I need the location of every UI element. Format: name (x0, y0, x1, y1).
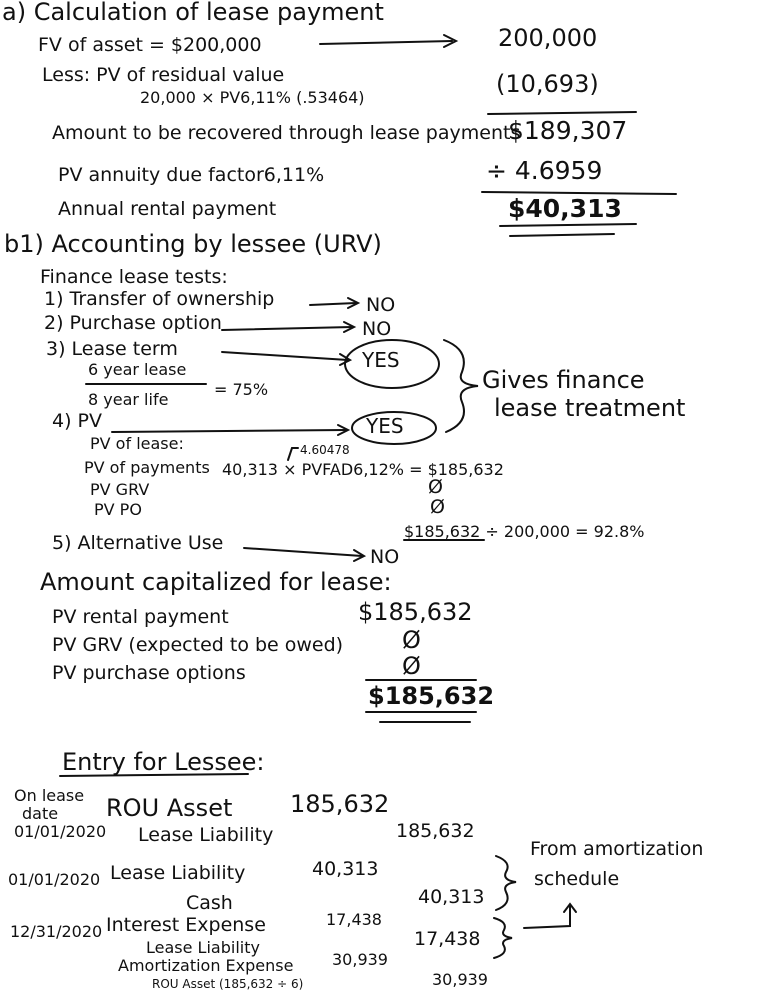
fv-arrow (320, 41, 452, 44)
pv-of-lease-label: PV of lease: (90, 434, 184, 453)
test-3-arrow (222, 352, 348, 360)
entry-2-debit-amount: 40,313 (312, 858, 379, 880)
test-4: 4) PV (52, 410, 102, 432)
note-from-amortization: From amortization (530, 838, 704, 860)
cap-row1-label: PV rental payment (52, 606, 229, 628)
bracket-note-2: lease treatment (494, 394, 686, 422)
fv-arrow-head (444, 35, 456, 47)
entry-2-credit: Cash (186, 892, 233, 914)
tests-title: Finance lease tests: (40, 266, 228, 288)
note-arrow (524, 906, 570, 928)
entry-3-credit: Lease Liability (146, 938, 260, 957)
factor-label: PV annuity due factor6,11% (58, 164, 325, 186)
test-5-arrow (244, 548, 362, 556)
test-5-arrow-head (354, 550, 364, 561)
part-a-heading: a) Calculation of lease payment (2, 0, 384, 26)
test-1-arrow (310, 303, 356, 305)
brace-entry-2 (496, 856, 516, 910)
note-schedule: schedule (534, 868, 620, 890)
entry-date-1: 01/01/2020 (14, 822, 107, 841)
fv-label: FV of asset = $200,000 (38, 34, 262, 56)
cap-row2-value: Ø (402, 626, 421, 654)
entry-4-debit-amount: 30,939 (332, 950, 388, 969)
rule-payment-2 (510, 234, 614, 236)
test-3-result: YES (362, 348, 400, 372)
term-denominator: 8 year life (88, 390, 169, 409)
residual-value: (10,693) (496, 70, 599, 98)
term-numerator: 6 year lease (88, 360, 187, 379)
less-label: Less: PV of residual value (42, 64, 285, 86)
entry-3-credit-amount: 17,438 (414, 928, 481, 950)
entry-4-credit: ROU Asset (185,632 ÷ 6) (152, 977, 304, 991)
cap-row3-value: Ø (402, 652, 421, 680)
cap-total: $185,632 (368, 682, 495, 710)
pv-po-label: PV PO (94, 500, 142, 519)
payment-label: Annual rental payment (58, 198, 277, 220)
capitalized-title: Amount capitalized for lease: (40, 568, 392, 596)
entry-3-debit-amount: 17,438 (326, 910, 382, 929)
test-1: 1) Transfer of ownership (44, 288, 275, 310)
test-5: 5) Alternative Use (52, 532, 224, 554)
rule-payment-1 (500, 224, 636, 226)
entry-1-credit: Lease Liability (138, 824, 274, 846)
entry-2-debit: Lease Liability (110, 862, 246, 884)
pvfad-arrow (288, 448, 298, 460)
pv-ratio: $185,632 ÷ 200,000 = 92.8% (404, 522, 645, 541)
bracket-note-1: Gives finance (482, 366, 645, 394)
on-lease-label: On lease (14, 786, 85, 805)
entry-1-debit-amount: 185,632 (290, 790, 390, 818)
fv-value: 200,000 (498, 24, 598, 52)
recover-value: $189,307 (508, 116, 628, 145)
residual-calc: 20,000 × PV6,11% (.53464) (140, 88, 365, 107)
test-1-arrow-head (348, 298, 358, 308)
entry-date-3: 12/31/2020 (10, 922, 103, 941)
entry-4-credit-amount: 30,939 (432, 970, 488, 989)
cap-row1-value: $185,632 (358, 598, 473, 626)
test-2-arrow-head (344, 322, 354, 332)
pv-grv-label: PV GRV (90, 480, 150, 499)
pv-grv-value: Ø (428, 476, 443, 498)
entry-1-credit-amount: 185,632 (396, 820, 475, 842)
entry-date-2: 01/01/2020 (8, 870, 101, 889)
test-3: 3) Lease term (46, 338, 178, 360)
test-5-result: NO (370, 546, 400, 568)
note-arrow-head (564, 904, 576, 912)
brace-entry-3 (494, 918, 512, 958)
pv-payments-calc: 40,313 × PVFAD6,12% = $185,632 (222, 460, 504, 479)
test-2-arrow (222, 327, 352, 330)
pv-payments-label: PV of payments (84, 458, 210, 477)
test-1-result: NO (366, 294, 396, 316)
entry-1-debit: ROU Asset (106, 794, 233, 822)
term-ratio: = 75% (214, 380, 269, 399)
payment-value: $40,313 (508, 194, 622, 223)
entries-title: Entry for Lessee: (62, 748, 265, 776)
entry-2-credit-amount: 40,313 (418, 886, 485, 908)
rule-residual (488, 112, 636, 114)
cap-row2-label: PV GRV (expected to be owed) (52, 634, 344, 656)
entry-3-debit: Interest Expense (106, 914, 266, 936)
test-4-arrow (112, 430, 346, 432)
factor-value: ÷ 4.6959 (486, 156, 603, 185)
part-b-heading: b1) Accounting by lessee (URV) (4, 230, 382, 258)
on-lease-date-label: date (22, 804, 59, 823)
cap-row3-label: PV purchase options (52, 662, 246, 684)
test-2: 2) Purchase option (44, 312, 222, 334)
test-2-result: NO (362, 318, 392, 340)
test-4-result: YES (366, 414, 404, 438)
pvfad-value: 4.60478 (300, 443, 350, 457)
recover-label: Amount to be recovered through lease payments (52, 122, 521, 144)
entry-4-debit: Amortization Expense (118, 956, 294, 975)
brace-finance (444, 340, 478, 432)
test-4-arrow-head (338, 425, 348, 435)
test-3-arrow-head (340, 354, 350, 365)
pv-po-value: Ø (430, 496, 445, 518)
